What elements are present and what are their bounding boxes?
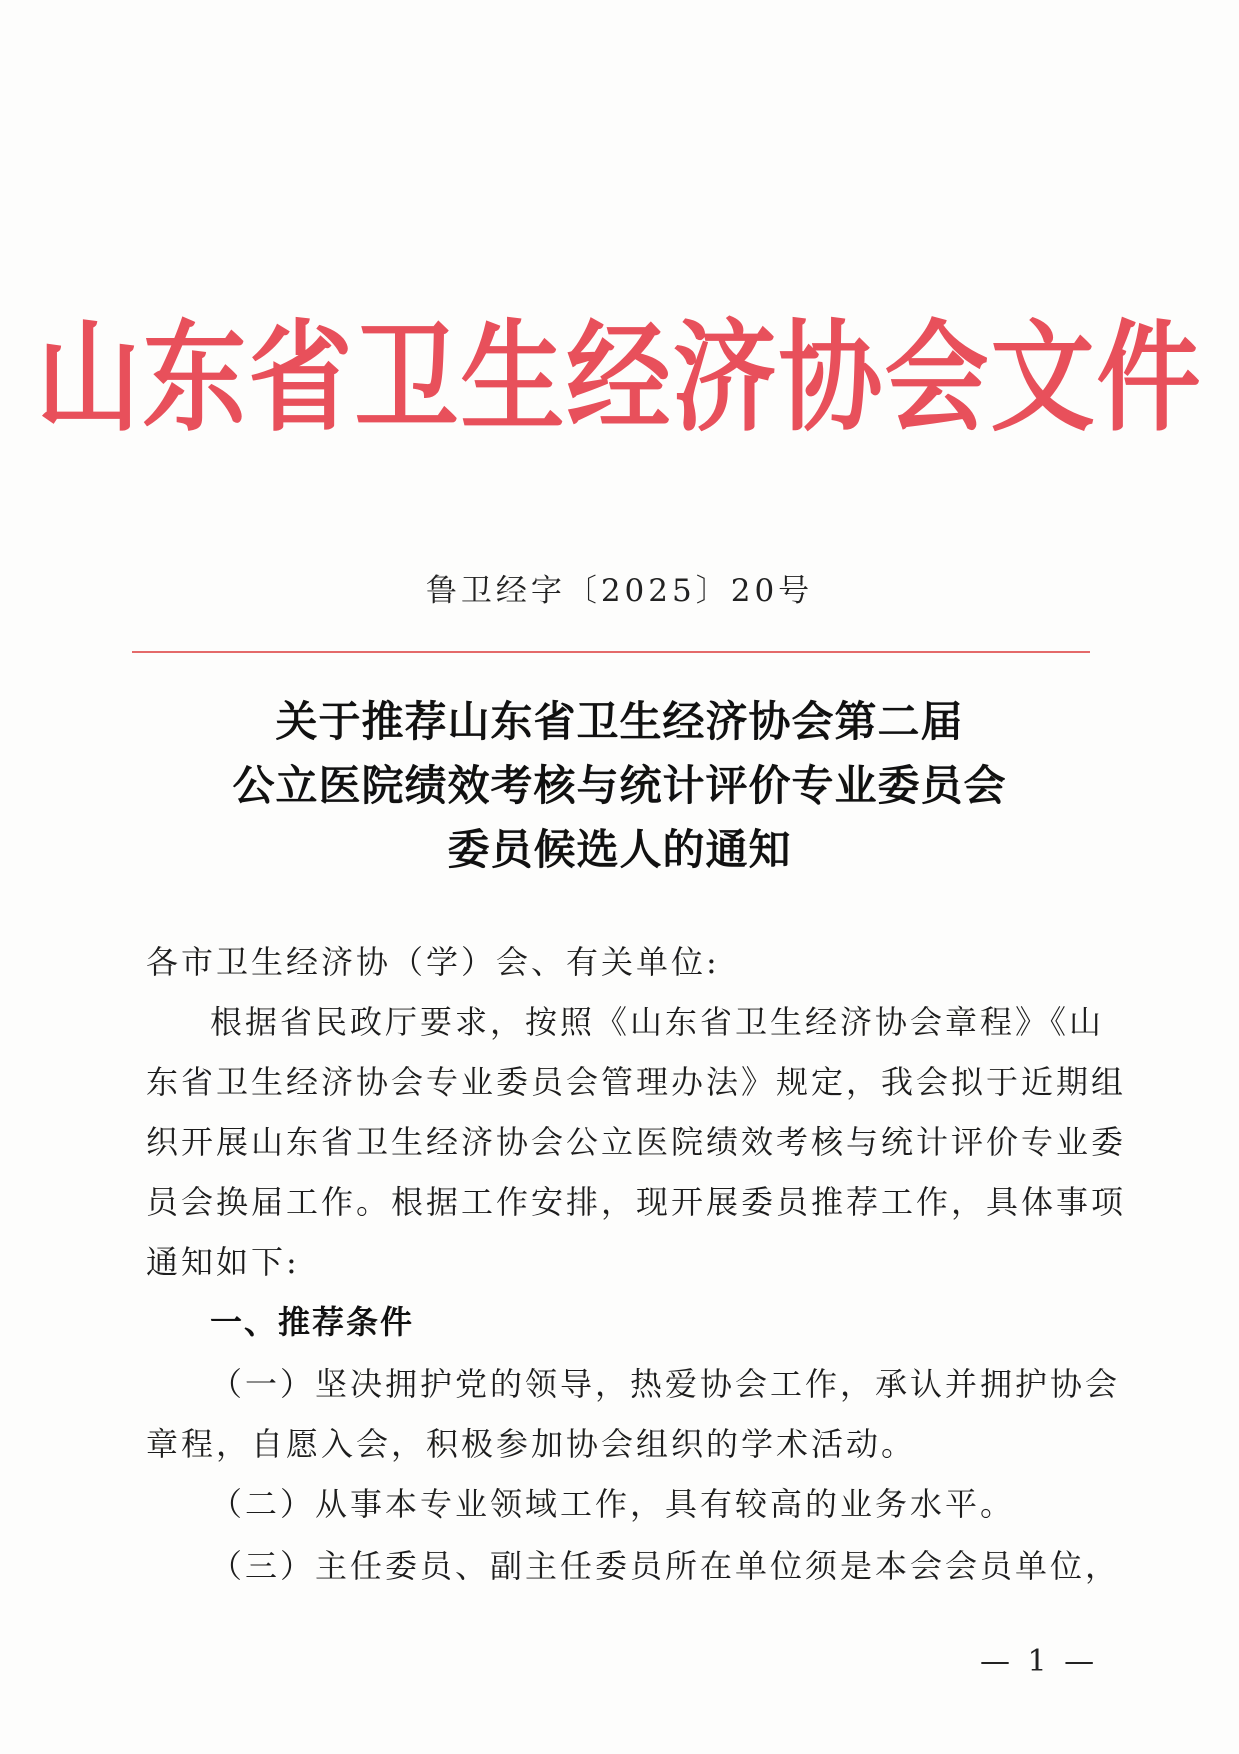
salutation: 各市卫生经济协（学）会、有关单位: — [146, 943, 720, 981]
section-heading-recommendation-criteria: 一、推荐条件 — [210, 1303, 415, 1341]
criteria-item-1-line: 章程，自愿入会，积极参加协会组织的学术活动。 — [146, 1425, 917, 1463]
red-separator-rule — [132, 651, 1090, 653]
issuing-authority-header: 山东省卫生经济协会文件 — [36, 306, 1203, 448]
intro-paragraph-line: 织开展山东省卫生经济协会公立医院绩效考核与统计评价专业委 — [146, 1123, 1127, 1161]
intro-paragraph-line: 通知如下: — [146, 1243, 300, 1281]
criteria-item-2: （二）从事本专业领域工作，具有较高的业务水平。 — [210, 1485, 1016, 1523]
intro-paragraph-line: 根据省民政厅要求，按照《山东省卫生经济协会章程》《山 — [210, 1003, 1105, 1041]
notice-title — [0, 690, 1239, 882]
notice-title-line: 关于推荐山东省卫生经济协会第二届 — [275, 697, 964, 746]
intro-paragraph-line: 员会换届工作。根据工作安排，现开展委员推荐工作，具体事项 — [146, 1183, 1127, 1221]
criteria-item-3: （三）主任委员、副主任委员所在单位须是本会会员单位， — [210, 1547, 1121, 1585]
document-number: 鲁卫经字〔2025〕20号 — [425, 573, 814, 609]
notice-title-line: 公立医院绩效考核与统计评价专业委员会 — [232, 761, 1007, 810]
notice-title-line: 委员候选人的通知 — [447, 825, 792, 874]
page-number: — 1 — — [980, 1644, 1099, 1679]
intro-paragraph-line: 东省卫生经济协会专业委员会管理办法》规定，我会拟于近期组 — [146, 1063, 1127, 1101]
criteria-item-1-line: （一）坚决拥护党的领导，热爱协会工作，承认并拥护协会 — [210, 1365, 1121, 1403]
